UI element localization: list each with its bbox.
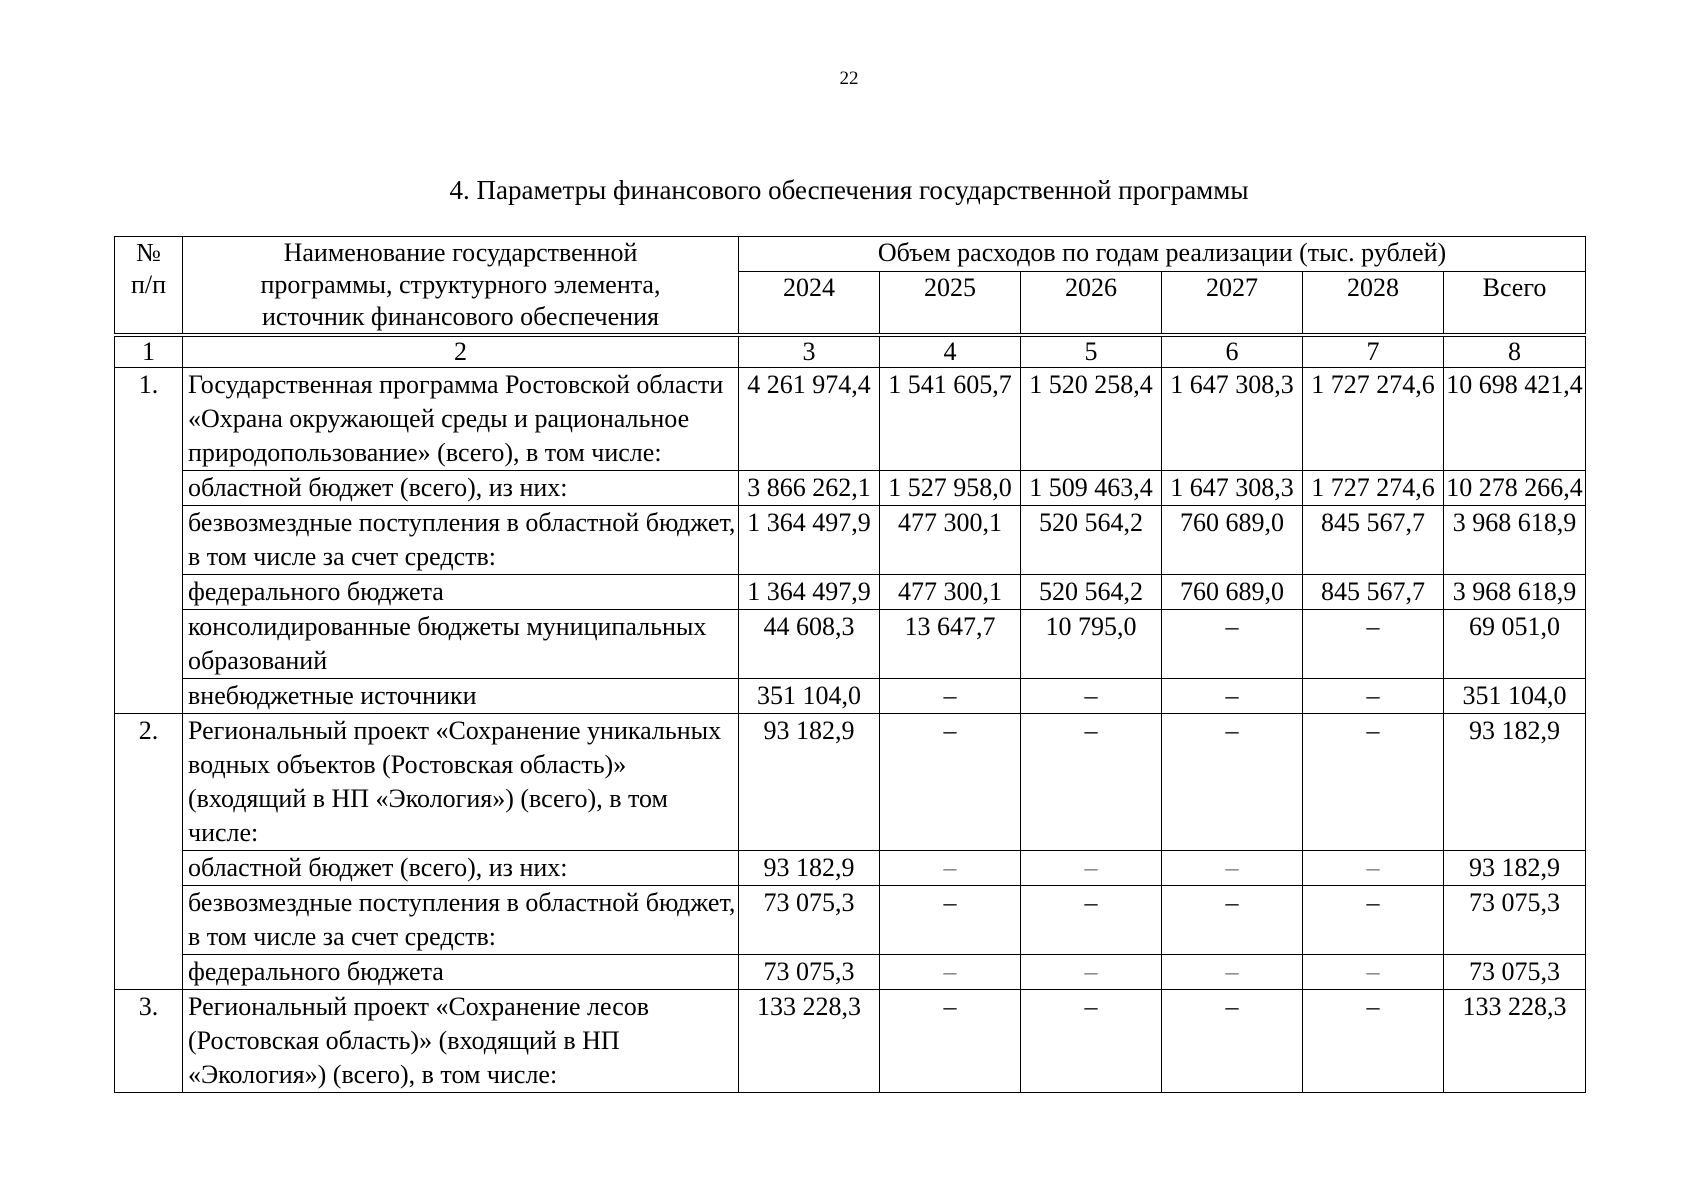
row-year-value: 1 647 308,3 (1162, 471, 1303, 506)
table-row (115, 714, 1586, 851)
table-row (115, 575, 1586, 610)
column-numbers-row (115, 335, 1586, 368)
row-year-value: – (1021, 955, 1162, 990)
row-year-value: 1 520 258,4 (1021, 368, 1162, 471)
row-year-value: – (880, 679, 1021, 714)
row-year-value: – (1303, 610, 1444, 679)
row-year-value: 760 689,0 (1162, 506, 1303, 575)
header-name: Наименование государственной программы, структурного элемента, источник финансового обеспечения (183, 237, 739, 336)
row-name: федерального бюджета (183, 955, 739, 990)
header-total: Всего (1444, 271, 1586, 335)
row-year-value: 1 727 274,6 (1303, 471, 1444, 506)
row-total-value: 10 698 421,4 (1444, 368, 1586, 471)
section-title: 4. Параметры финансового обеспечения государственной программы (449, 175, 1249, 205)
row-year-value: 10 795,0 (1021, 610, 1162, 679)
table-row (115, 610, 1586, 679)
row-year-value: 477 300,1 (880, 506, 1021, 575)
table-row (115, 990, 1586, 1093)
row-year-value: – (1021, 990, 1162, 1093)
row-name: Региональный проект «Сохранение лесов (Ростовская область)» (входящий в НП «Экология») (всего), в том числе: (183, 990, 739, 1093)
row-year-value: – (1162, 955, 1303, 990)
column-number: 1 (115, 335, 183, 368)
row-total-value: 351 104,0 (1444, 679, 1586, 714)
row-total-value: 3 968 618,9 (1444, 506, 1586, 575)
row-year-value: 73 075,3 (739, 955, 880, 990)
table-row (115, 955, 1586, 990)
row-name: областной бюджет (всего), из них: (183, 851, 739, 886)
column-number: 7 (1303, 335, 1444, 368)
row-year-value: – (880, 714, 1021, 851)
row-name: безвозмездные поступления в областной бюджет, в том числе за счет средств: (183, 886, 739, 955)
row-year-value: 1 647 308,3 (1162, 368, 1303, 471)
row-year-value: 477 300,1 (880, 575, 1021, 610)
row-total-value: 93 182,9 (1444, 714, 1586, 851)
column-number: 2 (183, 335, 739, 368)
row-year-value: – (1303, 714, 1444, 851)
row-year-value: – (1162, 610, 1303, 679)
row-year-value: 44 608,3 (739, 610, 880, 679)
row-year-value: – (1303, 886, 1444, 955)
row-year-value: – (880, 955, 1021, 990)
row-name: Государственная программа Ростовской области «Охрана окружающей среды и рациональное природопользование» (всего), в том числе: (183, 368, 739, 471)
row-number: 1. (115, 368, 183, 714)
row-year-value: – (1021, 679, 1162, 714)
row-year-value: 845 567,7 (1303, 506, 1444, 575)
row-number: 3. (115, 990, 183, 1093)
table-row (115, 886, 1586, 955)
column-number: 8 (1444, 335, 1586, 368)
row-year-value: 351 104,0 (739, 679, 880, 714)
row-number: 2. (115, 714, 183, 990)
header-volume: Объем расходов по годам реализации (тыс. рублей) (739, 237, 1586, 272)
column-number: 3 (739, 335, 880, 368)
row-year-value: 520 564,2 (1021, 575, 1162, 610)
row-year-value: 93 182,9 (739, 714, 880, 851)
table-row (115, 471, 1586, 506)
row-total-value: 73 075,3 (1444, 955, 1586, 990)
row-year-value: 4 261 974,4 (739, 368, 880, 471)
row-year-value: 3 866 262,1 (739, 471, 880, 506)
row-name: областной бюджет (всего), из них: (183, 471, 739, 506)
row-total-value: 69 051,0 (1444, 610, 1586, 679)
row-total-value: 133 228,3 (1444, 990, 1586, 1093)
table-row (115, 851, 1586, 886)
row-name: консолидированные бюджеты муниципальных образований (183, 610, 739, 679)
table-row (115, 679, 1586, 714)
column-number: 6 (1162, 335, 1303, 368)
row-year-value: – (1303, 990, 1444, 1093)
row-year-value: – (880, 886, 1021, 955)
row-year-value: 845 567,7 (1303, 575, 1444, 610)
row-total-value: 73 075,3 (1444, 886, 1586, 955)
row-year-value: 73 075,3 (739, 886, 880, 955)
row-year-value: – (1303, 851, 1444, 886)
row-year-value: 1 364 497,9 (739, 575, 880, 610)
header-year: 2028 (1303, 271, 1444, 335)
row-year-value: 1 527 958,0 (880, 471, 1021, 506)
row-year-value: 13 647,7 (880, 610, 1021, 679)
financing-table (114, 236, 1586, 1093)
header-num: № п/п (115, 237, 183, 336)
header-year: 2026 (1021, 271, 1162, 335)
table-row (115, 506, 1586, 575)
row-total-value: 93 182,9 (1444, 851, 1586, 886)
header-row-1 (115, 237, 1586, 272)
row-year-value: – (1162, 990, 1303, 1093)
row-year-value: – (1162, 679, 1303, 714)
row-total-value: 3 968 618,9 (1444, 575, 1586, 610)
row-year-value: 93 182,9 (739, 851, 880, 886)
row-year-value: – (1162, 886, 1303, 955)
column-number: 4 (880, 335, 1021, 368)
header-year: 2025 (880, 271, 1021, 335)
row-name: Региональный проект «Сохранение уникальных водных объектов (Ростовская область)» (входящий в НП «Экология») (всего), в том числе: (183, 714, 739, 851)
row-year-value: – (1162, 714, 1303, 851)
header-year: 2024 (739, 271, 880, 335)
row-year-value: – (1162, 851, 1303, 886)
row-year-value: 1 509 463,4 (1021, 471, 1162, 506)
table-row (115, 368, 1586, 471)
row-total-value: 10 278 266,4 (1444, 471, 1586, 506)
row-year-value: 133 228,3 (739, 990, 880, 1093)
row-year-value: 1 727 274,6 (1303, 368, 1444, 471)
row-year-value: – (880, 990, 1021, 1093)
row-year-value: – (880, 851, 1021, 886)
row-year-value: 760 689,0 (1162, 575, 1303, 610)
row-year-value: – (1303, 955, 1444, 990)
row-year-value: 520 564,2 (1021, 506, 1162, 575)
row-name: внебюджетные источники (183, 679, 739, 714)
row-year-value: 1 541 605,7 (880, 368, 1021, 471)
row-name: безвозмездные поступления в областной бюджет, в том числе за счет средств: (183, 506, 739, 575)
row-name: федерального бюджета (183, 575, 739, 610)
page-number: 22 (839, 68, 859, 89)
row-year-value: 1 364 497,9 (739, 506, 880, 575)
header-year: 2027 (1162, 271, 1303, 335)
column-number: 5 (1021, 335, 1162, 368)
row-year-value: – (1021, 851, 1162, 886)
row-year-value: – (1303, 679, 1444, 714)
row-year-value: – (1021, 886, 1162, 955)
row-year-value: – (1021, 714, 1162, 851)
